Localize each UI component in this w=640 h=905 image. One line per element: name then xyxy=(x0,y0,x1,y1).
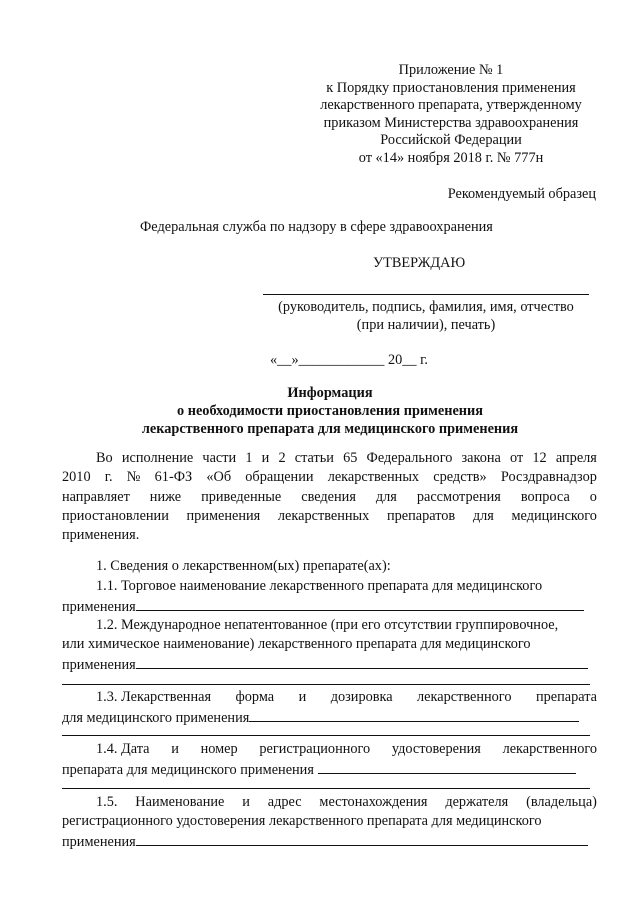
word: удостоверения xyxy=(391,741,481,757)
word: части xyxy=(202,450,237,466)
item-label: применения xyxy=(62,657,136,673)
item-1-2-line1: 1.2. Международное непатентованное (при его отсутствии группировочное, xyxy=(96,617,559,633)
item-label: препарата для медицинского применения xyxy=(62,762,314,778)
item-label: применения xyxy=(62,834,136,850)
word: приостановлении xyxy=(62,508,169,524)
word: Наименование xyxy=(135,794,225,810)
attachment-line: Приложение № 1 xyxy=(398,62,504,78)
word: и xyxy=(261,450,270,466)
word: и xyxy=(242,794,250,810)
word: исполнение xyxy=(121,450,194,466)
word: форма xyxy=(235,689,275,705)
item-1-4-line1 xyxy=(96,741,597,758)
word: применения xyxy=(186,508,261,524)
word: ниже xyxy=(149,489,182,505)
item-1-2-line3 xyxy=(62,655,597,674)
intro-line-3 xyxy=(62,489,597,506)
word: Федерального xyxy=(366,450,453,466)
recommended-sample-label: Рекомендуемый образец xyxy=(447,186,596,202)
title-line: лекарственного препарата для медицинского применения xyxy=(141,421,519,437)
word: Во xyxy=(96,450,113,466)
word: (владельца) xyxy=(526,794,597,810)
registration-field[interactable] xyxy=(318,760,576,774)
intro-line-1 xyxy=(96,450,597,467)
attachment-line: Российской Федерации xyxy=(380,132,522,148)
item-label: для медицинского применения xyxy=(62,710,250,726)
item-1-5-line1 xyxy=(96,794,597,811)
holder-field[interactable] xyxy=(136,832,588,846)
word: местонахождения xyxy=(319,794,428,810)
word: приведенные xyxy=(201,489,282,505)
approve-heading: УТВЕРЖДАЮ xyxy=(373,255,466,271)
word: направляет xyxy=(62,489,130,505)
word: 2010 xyxy=(62,469,91,485)
title-line: о необходимости приостановления применения xyxy=(176,403,484,419)
item-1-5-line3 xyxy=(62,832,597,851)
word: лекарственного xyxy=(417,689,512,705)
word: 1 xyxy=(245,450,253,466)
intro-line-2 xyxy=(62,469,597,486)
word: для xyxy=(472,508,494,524)
word: «Об xyxy=(206,469,232,485)
word: номер xyxy=(200,741,238,757)
word: вопроса xyxy=(520,489,570,505)
word: адрес xyxy=(267,794,302,810)
word: лекарственных xyxy=(277,508,370,524)
federal-service-name: Федеральная служба по надзору в сфере здравоохранения xyxy=(140,219,493,235)
item-1-4-line2 xyxy=(62,760,597,779)
word: лекарственного xyxy=(502,741,597,757)
inn-field-extra-line[interactable] xyxy=(62,684,590,685)
word: дозировка xyxy=(330,689,393,705)
signature-caption-line: (при наличии), печать) xyxy=(356,316,496,333)
item-1-2-line2: или химическое наименование) лекарственного препарата для медицинского xyxy=(62,636,531,652)
word: от xyxy=(510,450,524,466)
approval-date-field[interactable]: «__»____________ 20__ г. xyxy=(270,352,428,368)
document-title xyxy=(80,385,580,439)
word: держателя xyxy=(445,794,509,810)
trade-name-field[interactable] xyxy=(136,597,584,611)
item-1-5-line2: регистрационного удостоверения лекарственного препарата для медицинского xyxy=(62,813,542,829)
dosage-form-extra-line[interactable] xyxy=(62,735,590,736)
word: и xyxy=(298,689,307,705)
word: г. xyxy=(104,469,113,485)
word: сведения xyxy=(301,489,356,505)
item-label: применения xyxy=(62,599,136,615)
attachment-line: от «14» ноября 2018 г. № 777н xyxy=(358,149,544,166)
word: 1.5. xyxy=(96,794,118,810)
word: средств» xyxy=(433,469,487,485)
word: № xyxy=(126,469,141,485)
attachment-line: лекарственного препарата, утвержденному xyxy=(320,97,582,113)
word: рассмотрения xyxy=(416,489,501,505)
word: для xyxy=(375,489,397,505)
word: препаратов xyxy=(386,508,456,524)
word: 61-ФЗ xyxy=(154,469,193,485)
word: медицинского xyxy=(511,508,597,524)
word: о xyxy=(589,489,597,505)
inn-field[interactable] xyxy=(136,655,588,669)
signature-caption xyxy=(263,299,589,334)
item-1-3-line2 xyxy=(62,708,597,727)
word: препарата xyxy=(535,689,597,705)
attachment-line: к Порядку приостановления применения xyxy=(326,79,576,96)
word: 2 xyxy=(278,450,286,466)
intro-line-4 xyxy=(62,508,597,525)
attachment-block xyxy=(306,62,596,167)
signature-caption-line: (руководитель, подпись, фамилия, имя, отчество xyxy=(278,299,574,315)
word: закона xyxy=(461,450,501,466)
word: регистрационного xyxy=(259,741,371,757)
registration-extra-line[interactable] xyxy=(62,788,590,789)
item-1-1-line1: 1.1. Торговое наименование лекарственного препарата для медицинского xyxy=(96,578,543,594)
word: обращении xyxy=(245,469,314,485)
dosage-form-field[interactable] xyxy=(249,708,579,722)
intro-line-5: применения. xyxy=(62,527,140,543)
section1-heading: 1. Сведения о лекарственном(ых) препарате(ах): xyxy=(96,558,391,574)
word: 1.3. Лекарственная xyxy=(96,689,212,705)
word: 1.4. Дата xyxy=(96,741,150,757)
word: апреля xyxy=(555,450,597,466)
item-1-1-line2 xyxy=(62,597,597,616)
word: лекарственных xyxy=(327,469,420,485)
word: и xyxy=(171,741,179,757)
word: статьи xyxy=(294,450,334,466)
word: 65 xyxy=(343,450,358,466)
word: 12 xyxy=(532,450,547,466)
title-line: Информация xyxy=(287,385,373,401)
signature-line[interactable] xyxy=(263,294,589,295)
item-1-3-line1 xyxy=(96,689,597,706)
attachment-line: приказом Министерства здравоохранения xyxy=(323,114,579,131)
word: Росздравнадзор xyxy=(500,469,597,485)
